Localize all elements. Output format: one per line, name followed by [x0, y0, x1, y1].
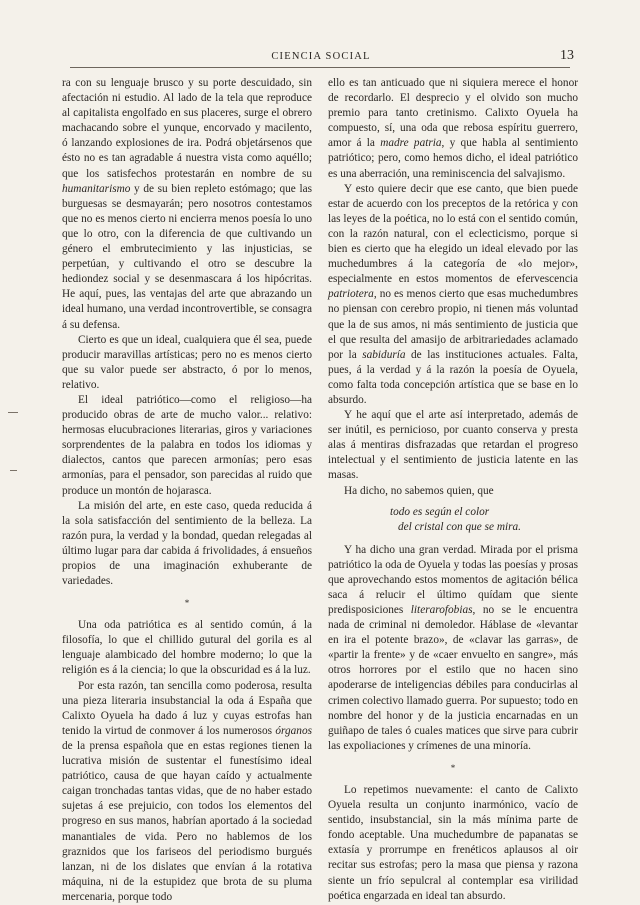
page-number: 13: [560, 48, 574, 63]
paragraph: Lo repetimos nuevamente: el canto de Calixto Oyuela resulta un conjunto inarmónico, vacío de sentido, insubstancial, sin la más mínima parte de fondo aceptable. Una muchedumbre de papanatas se extasía y prorrumpe en frenéticos aplausos al oir recitar sus estrofas; pero la masa que piensa y razona siente un frío sepulcral al contemplar esa virilidad poética engarzada en ideal tan absurdo.: [328, 783, 578, 902]
paragraph: Cierto es que un ideal, cualquiera que él sea, puede producir maravillas artísticas; pero no es menos cierto que su valor puede ser abstracto, ó por lo menos, relativo.: [62, 333, 312, 391]
paragraph: Por esta razón, tan sencilla como poderosa, resulta una pieza literaria insubstancial la oda á España que Calixto Oyuela ha dado á luz y cuyas estrofas han tenido la virtud de conmover á los numerosos órganos de la prensa española que en estas regiones tienen la lucrativa misión de sustentar el funestísimo ideal patriótico, causa de que hayan caído y actualmente caigan tronchadas tantas vidas, que de no haber estado sujetas á ese prejuicio, con todos los elementos del progreso en sus manos, habrían aportado á la sociedad manantiales de vida. Pero no hablemos de los graznidos que los fariseos del periodismo burgués lanzan, ni de los dislates que envían á la rotativa máquina, ni de la estupidez que brota de su pluma mercenaria, porque todo: [62, 679, 312, 903]
right-column: [328, 76, 579, 902]
paragraph: Y ha dicho una gran verdad. Mirada por el prisma patriótico la oda de Oyuela y todas las poesías y prosas que aprovechando estos momentos de agitación bélica saca á relucir el último quídam que siente predisposiciones literarofobias, no se le encuentra nada de criminal ni demoledor. Háblase de «levantar en ira el potente brazo», de «clavar las garras», de «partir la frente» y de «caer envuelto en sangre», más otros horrores por el estilo que no hacen sino apoderarse de inteligencias débiles para conducirlas al crimen colectivo llamado guerra. Por supuesto; todo en nombre del honor y de la justicia encarnadas en un guiñapo de tales ó cuales matices que sirve para cubrir las expoliaciones y crímenes de una minoría.: [328, 543, 578, 752]
verse-quote: [390, 505, 578, 535]
paragraph: ello es tan anticuado que ni siquiera merece el honor de recordarlo. El desprecio y el olvido son mucho premio para tanto cretinismo. Calixto Oyuela ha compuesto, sí, una oda que rebosa espíritu guerrero, amor á la madre patria, y que habla al sentimiento patriótico; pero, como hemos dicho, el ideal patriótico es una aberración, una reminiscencia del salvajismo.: [328, 77, 579, 180]
section-separator: *: [184, 598, 190, 609]
margin-mark: [8, 412, 18, 413]
verse-line: del cristal con que se mira.: [398, 520, 521, 533]
page-header: [66, 48, 576, 68]
paragraph: La misión del arte, en este caso, queda reducida á la sola satisfacción del sentimiento de la belleza. La razón pura, la verdad y la bondad, quedan relegadas al último lugar para dar cabida á frivolidades, á ensueños propios de una imaginación exhuberante de variedades.: [62, 499, 312, 588]
journal-title: CIENCIA SOCIAL: [271, 51, 371, 62]
section-separator: *: [450, 762, 456, 773]
left-column: [62, 76, 312, 903]
paragraph: Ha dicho, no sabemos quien, que: [344, 484, 494, 497]
paragraph: Y he aquí que el arte así interpretado, además de ser inútil, es pernicioso, por cuanto conserva y presta alas á mentiras disfrazadas que retardan el progreso intelectual y el sentimiento de justicia latente en las masas.: [328, 409, 578, 482]
paragraph: El ideal patriótico—como el religioso—ha producido obras de arte de mucho valor... relativo: hermosas elucubraciones literarias, giros y variaciones sorprendentes de la palabra en todos los idiomas y dialectos, cantos que parecen armonías; pero esas armonías, para el pensador, son parecidas al ruido que produce un montón de hojarasca.: [62, 393, 312, 497]
header-rule: [70, 67, 570, 68]
verse-line: todo es según el color: [390, 505, 490, 518]
paragraph: Y esto quiere decir que ese canto, que bien puede estar de acuerdo con los preceptos de la retórica y con las leyes de la poética, no lo está con el sentido común, con la razón natural, con el eclecticismo, porque si bien es cierto que ha elegido un ideal elevado por las muchedumbres á la categoría de «lo mejor», especialmente en estos momentos de efervescencia patriotera, no es menos cierto que esas muchedumbres no piensan con cerebro propio, ni tienen más voluntad que la de sus amos, ni más sentimiento de justicia que el que resulta del amasijo de arbitrariedades aclamado por la sabiduría de las instituciones actuales. Falta, pues, á la verdad y á la razón la poesía de Oyuela, como falta toda concepción artística que se base en lo absurdo.: [328, 182, 578, 406]
paragraph: ra con su lenguaje brusco y su porte descuidado, sin afectación ni estudio. Al lado de la tela que reproduce al capitalista engolfado en sus placeres, surge el obrero machacando sobre el yunque, encorvado y macilento, ó lanzando explosiones de ira. Podrá objetársenos que ésto no es tan agradable á nuestra vista como aquéllo; que los satisfechos protestarán en nombre de su humanitarismo y de su bien repleto estómago; que las burguesas se desmayarán; pero nosotros contestamos que no es menos cierto ni encierra menos poesía lo uno que lo otro, con la diferencia de que cultivando un género el embrutecimiento y las injusticias, se perpetúan, y cultivando el otro se descubre la hediondez social y se desenmascara á los hipócritas. He aquí, pues, las ventajas del arte que abrazando un ideal humano, una verdad incontrovertible, se consagra á su defensa.: [62, 77, 312, 331]
margin-mark: [10, 470, 17, 471]
paragraph: Una oda patriótica es al sentido común, á la filosofía, lo que el chillido gutural del gorila es al lenguaje alambicado del hombre moderno; lo que la religión es á la ciencia; lo que la obscuridad es á la luz.: [62, 619, 312, 677]
